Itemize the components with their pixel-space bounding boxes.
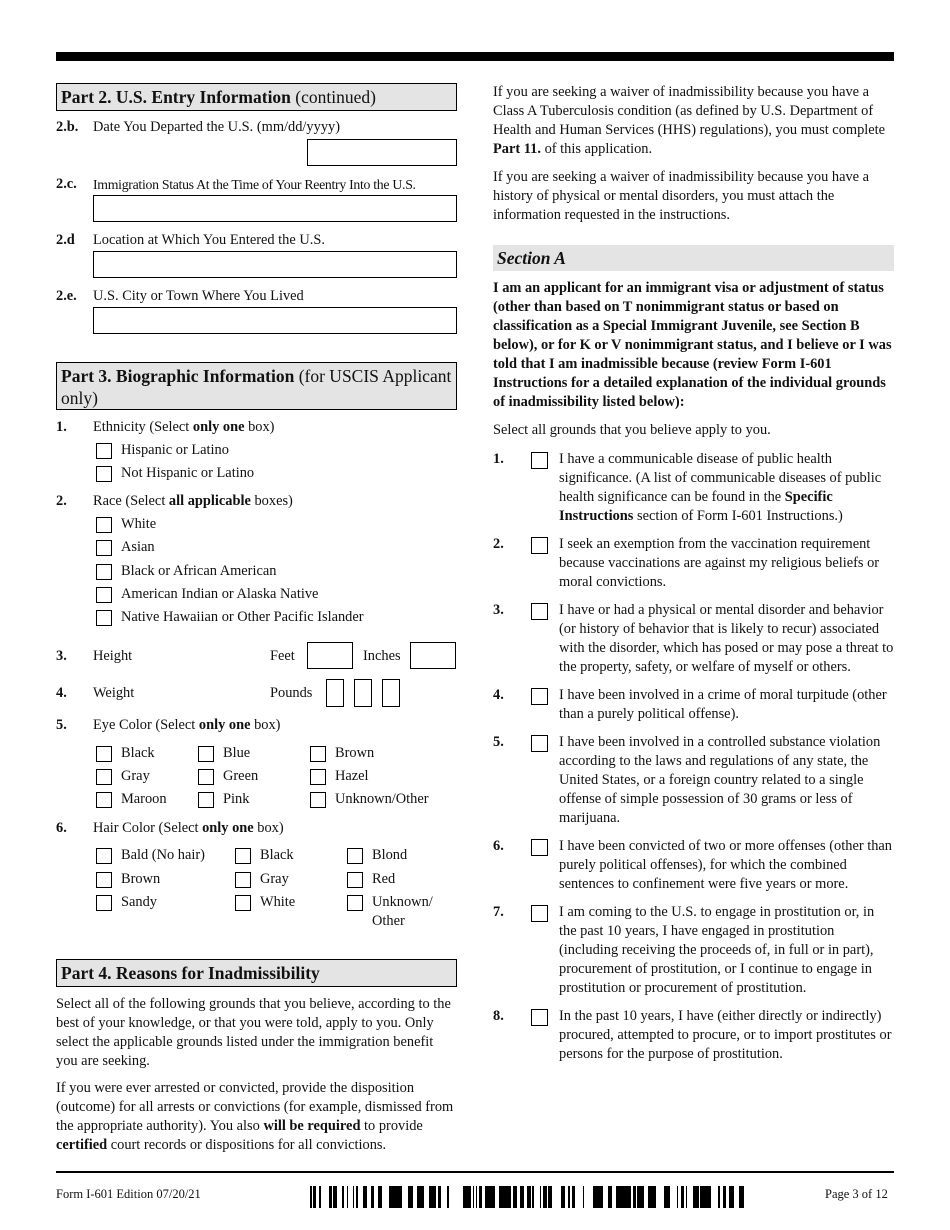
section-a-statement: I am an applicant for an immigrant visa or adjustment of status (other than based on T nonimmigrant status or based on classification as a Special Immigrant Juvenile, see Section B below), or for K or V nonimmigrant status, and I believe or I was told that I am inadmissible because (review Form I-601 Instructions for a detailed explanation of the individual grounds of inadmissibility listed below): xyxy=(493,280,892,410)
form-edition: Form I-601 Edition 07/20/21 xyxy=(56,1187,201,1201)
ground-item: 3. I have or had a physical or mental disorder and behavior (or history of behavior that is likely to recur) associated with the disorder, which has posed or may pose a threat to the property, safety, or welfare of myself or others. xyxy=(493,602,894,675)
q2-num: 2. xyxy=(56,493,67,509)
ground-4-checkbox[interactable] xyxy=(531,688,548,705)
section-a-title: Section A xyxy=(493,245,894,271)
entry-location-input[interactable] xyxy=(93,251,457,278)
q1-num: 1. xyxy=(56,419,67,435)
part4-header: Part 4. Reasons for Inadmissibility xyxy=(56,959,457,987)
q1-label: Ethnicity (Select only one box) xyxy=(93,419,275,435)
field-2c-label: Immigration Status At the Time of Your Reentry Into the U.S. xyxy=(93,177,416,192)
height-label: Height xyxy=(93,648,133,664)
eye-unknown-checkbox[interactable] xyxy=(310,792,326,808)
hair-sandy-label: Sandy xyxy=(121,894,157,910)
weight-label: Weight xyxy=(93,685,135,701)
hair-sandy-checkbox[interactable] xyxy=(96,895,112,911)
height-inches-input[interactable] xyxy=(410,642,456,669)
ground-8-checkbox[interactable] xyxy=(531,1009,548,1026)
q5-label: Eye Color (Select only one box) xyxy=(93,717,281,733)
race-black-checkbox[interactable] xyxy=(96,564,112,580)
hair-gray-label: Gray xyxy=(260,871,289,887)
ground-item: 1. I have a communicable disease of public health significance. (A list of communicable diseases of public health significance can be found in the Specific Instructions section of Form I-601 Instructions.) xyxy=(493,451,882,524)
ground-7-checkbox[interactable] xyxy=(531,905,548,922)
page-number: Page 3 of 12 xyxy=(825,1187,888,1201)
field-2b-num: 2.b. xyxy=(56,119,79,135)
pounds-label: Pounds xyxy=(270,685,313,701)
eye-gray-label: Gray xyxy=(121,768,150,784)
field-2e-num: 2.e. xyxy=(56,288,77,304)
hair-blond-checkbox[interactable] xyxy=(347,848,363,864)
weight-digit-3-input[interactable] xyxy=(382,679,400,707)
eye-black-label: Black xyxy=(121,745,155,761)
ethnicity-hispanic-checkbox[interactable] xyxy=(96,443,112,459)
eye-green-label: Green xyxy=(223,768,259,784)
ethnicity-hispanic-label: Hispanic or Latino xyxy=(121,442,229,458)
weight-digit-2-input[interactable] xyxy=(354,679,372,707)
footer-rule xyxy=(56,1171,894,1173)
select-all-instruction: Select all grounds that you believe apply to you. xyxy=(493,422,771,438)
hair-brown-label: Brown xyxy=(121,871,161,887)
eye-blue-label: Blue xyxy=(223,745,251,761)
hair-brown-checkbox[interactable] xyxy=(96,872,112,888)
top-rule xyxy=(56,52,894,61)
eye-brown-label: Brown xyxy=(335,745,375,761)
eye-green-checkbox[interactable] xyxy=(198,769,214,785)
eye-maroon-checkbox[interactable] xyxy=(96,792,112,808)
q2-label: Race (Select all applicable boxes) xyxy=(93,493,293,509)
part4-intro: Select all of the following grounds that you believe, according to the best of your knowledge, or that you were told, apply to you. Only select the applicable grounds listed under the immigration benefit you are seeking. xyxy=(56,996,451,1069)
feet-label: Feet xyxy=(270,648,295,664)
q6-label: Hair Color (Select only one box) xyxy=(93,820,284,836)
race-american-indian-checkbox[interactable] xyxy=(96,587,112,603)
hair-white-checkbox[interactable] xyxy=(235,895,251,911)
hair-bald-label: Bald (No hair) xyxy=(121,847,205,863)
tuberculosis-note: If you are seeking a waiver of inadmissibility because you have a Class A Tuberculosis condition (as defined by U.S. Department of Health and Human Services (HHS) regulations), you must complete Part 11. of this application. xyxy=(493,84,886,157)
race-black-label: Black or African American xyxy=(121,563,277,579)
hair-unknown-checkbox[interactable] xyxy=(347,895,363,911)
hair-red-checkbox[interactable] xyxy=(347,872,363,888)
eye-black-checkbox[interactable] xyxy=(96,746,112,762)
race-pacific-islander-label: Native Hawaiian or Other Pacific Islander xyxy=(121,609,364,625)
race-white-checkbox[interactable] xyxy=(96,517,112,533)
eye-hazel-label: Hazel xyxy=(335,768,369,784)
ground-item: 6. I have been convicted of two or more offenses (other than purely political offenses), for which the combined sentences to confinement were five years or more. xyxy=(493,838,892,892)
hair-gray-checkbox[interactable] xyxy=(235,872,251,888)
hair-bald-checkbox[interactable] xyxy=(96,848,112,864)
race-pacific-islander-checkbox[interactable] xyxy=(96,610,112,626)
race-asian-label: Asian xyxy=(121,539,155,555)
ground-item: 7. I am coming to the U.S. to engage in prostitution or, in the past 10 years, I have engaged in prostitution (including receiving the proceeds of, in full or in part), procurement of prostitution, or I continue to engage in prostitution or procurement of prostitution. xyxy=(493,904,875,996)
race-american-indian-label: American Indian or Alaska Native xyxy=(121,586,319,602)
field-2d-label: Location at Which You Entered the U.S. xyxy=(93,232,325,248)
field-2e-label: U.S. City or Town Where You Lived xyxy=(93,288,304,304)
field-2b-label: Date You Departed the U.S. (mm/dd/yyyy) xyxy=(93,119,341,135)
ground-3-checkbox[interactable] xyxy=(531,603,548,620)
race-white-label: White xyxy=(121,516,157,532)
q4-num: 4. xyxy=(56,685,67,701)
eye-gray-checkbox[interactable] xyxy=(96,769,112,785)
ground-1-checkbox[interactable] xyxy=(531,452,548,469)
ground-item: 5. I have been involved in a controlled substance violation according to the laws and regulations of any state, the United States, or a foreign country related to a single offense of simple possession of 30 grams or less of marijuana. xyxy=(493,734,881,826)
eye-pink-checkbox[interactable] xyxy=(198,792,214,808)
ground-5-checkbox[interactable] xyxy=(531,735,548,752)
immigration-status-input[interactable] xyxy=(93,195,457,222)
q5-num: 5. xyxy=(56,717,67,733)
q6-num: 6. xyxy=(56,820,67,836)
eye-hazel-checkbox[interactable] xyxy=(310,769,326,785)
hair-black-label: Black xyxy=(260,847,294,863)
hair-red-label: Red xyxy=(372,871,396,887)
ground-item: 2. I seek an exemption from the vaccination requirement because vaccinations are against my religious beliefs or moral convictions. xyxy=(493,536,880,590)
eye-blue-checkbox[interactable] xyxy=(198,746,214,762)
ethnicity-not-hispanic-checkbox[interactable] xyxy=(96,466,112,482)
hair-white-label: White xyxy=(260,894,296,910)
ground-6-checkbox[interactable] xyxy=(531,839,548,856)
weight-digit-1-input[interactable] xyxy=(326,679,344,707)
height-feet-input[interactable] xyxy=(307,642,353,669)
eye-pink-label: Pink xyxy=(223,791,250,807)
part2-header: Part 2. U.S. Entry Information (continued) xyxy=(56,83,457,111)
date-departed-input[interactable] xyxy=(307,139,457,166)
part4-arrests-note: If you were ever arrested or convicted, provide the disposition (outcome) for all arrests or convictions (for example, dismissed from the appropriate authority). You also will be required to provide certified court records or dispositions for all convictions. xyxy=(56,1080,454,1153)
q3-num: 3. xyxy=(56,648,67,664)
right-column xyxy=(493,83,894,1073)
hair-unknown-label: Unknown/ xyxy=(372,894,433,910)
eye-maroon-label: Maroon xyxy=(121,791,167,807)
eye-brown-checkbox[interactable] xyxy=(310,746,326,762)
mental-disorder-note: If you are seeking a waiver of inadmissibility because you have a history of physical or mental disorders, you must attach the information requested in the instructions. xyxy=(493,169,870,223)
hair-other-label: Other xyxy=(372,913,405,929)
ground-item: 8. In the past 10 years, I have (either directly or indirectly) procured, attempted to procure, or to import prostitutes or persons for the purpose of prostitution. xyxy=(493,1008,892,1062)
field-2c-num: 2.c. xyxy=(56,176,77,192)
city-lived-input[interactable] xyxy=(93,307,457,334)
hair-blond-label: Blond xyxy=(372,847,408,863)
barcode-image xyxy=(310,1186,744,1208)
ground-2-checkbox[interactable] xyxy=(531,537,548,554)
part3-header: Part 3. Biographic Information (for USCIS Applicant only) xyxy=(56,362,457,410)
hair-black-checkbox[interactable] xyxy=(235,848,251,864)
ground-item: 4. I have been involved in a crime of moral turpitude (other than a purely political offense). xyxy=(493,687,887,722)
inches-label: Inches xyxy=(363,648,401,664)
eye-unknown-label: Unknown/Other xyxy=(335,791,429,807)
ethnicity-not-hispanic-label: Not Hispanic or Latino xyxy=(121,465,255,481)
field-2d-num: 2.d xyxy=(56,232,75,248)
race-asian-checkbox[interactable] xyxy=(96,540,112,556)
